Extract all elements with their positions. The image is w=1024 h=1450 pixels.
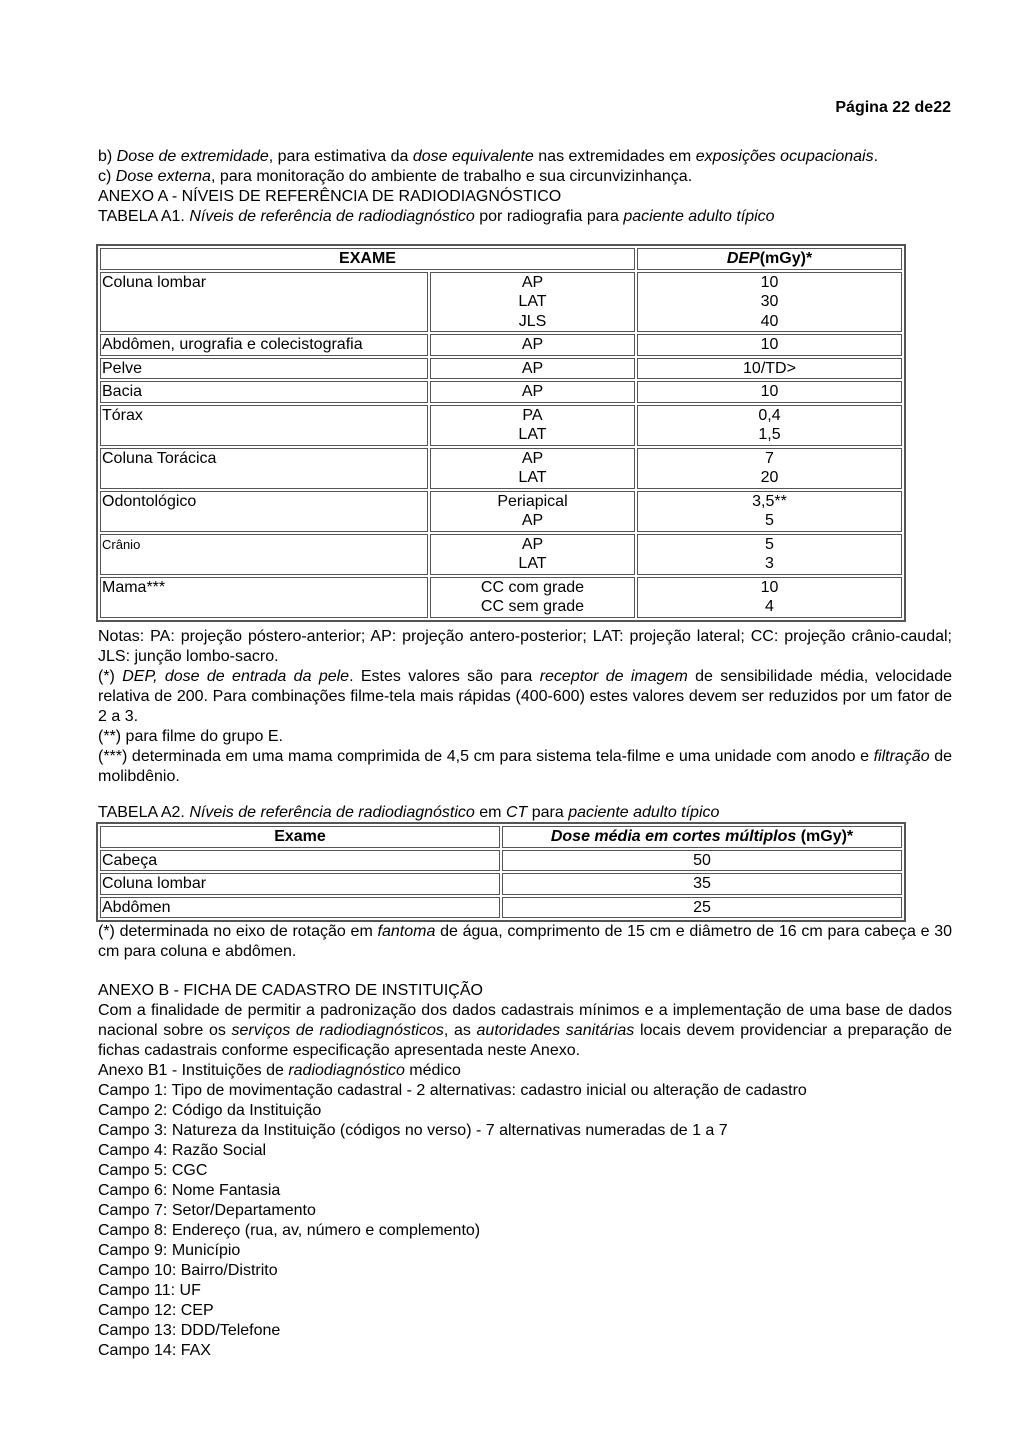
table-a2 <box>96 822 906 922</box>
annex-b-title: ANEXO B - FICHA DE CADASTRO DE INSTITUIÇÃO <box>98 982 483 999</box>
intro-line-c: c) Dose externa, para monitoração do ambiente de trabalho e sua circunvizinhança. <box>98 168 693 185</box>
table-row <box>100 448 902 489</box>
intro-block <box>98 147 952 227</box>
cell-dep: 5 3 <box>637 534 902 575</box>
cell-dep: 0,4 1,5 <box>637 405 902 446</box>
cell-exam: Coluna lombar <box>100 272 428 333</box>
list-item: Campo 5: CGC <box>98 1162 208 1179</box>
header-exame: EXAME <box>100 248 635 270</box>
table-row <box>100 897 902 919</box>
cell-projection: Periapical AP <box>430 491 635 532</box>
cell-dose: 35 <box>502 873 902 895</box>
table-a2-header <box>100 826 902 848</box>
table-a1 <box>96 244 906 622</box>
annex-a-title: ANEXO A - NÍVEIS DE REFERÊNCIA DE RADIODIAGNÓSTICO <box>98 188 562 205</box>
header-dose: Dose média em cortes múltiplos (mGy)* <box>502 826 902 848</box>
cell-dep: 10/TD> <box>637 358 902 380</box>
cell-projection: AP <box>430 334 635 356</box>
table-row <box>100 491 902 532</box>
note-star2: (**) para filme do grupo E. <box>98 728 283 745</box>
table-row <box>100 334 902 356</box>
list-item: Campo 3: Natureza da Instituição (códigos no verso) - 7 alternativas numeradas de 1 a 7 <box>98 1122 728 1139</box>
cell-exam: Crânio <box>100 534 428 575</box>
note-star1: (*) DEP, dose de entrada da pele. Estes valores são para receptor de imagem de sensibilidade média, velocidade relativa de 200. Para combinações filme-tela mais rápidas (400-600) estes valores devem ser reduzidos por um fator de 2 a 3. <box>98 668 953 725</box>
list-item: Campo 13: DDD/Telefone <box>98 1322 281 1339</box>
cell-exam: Tórax <box>100 405 428 446</box>
cell-dep: 7 20 <box>637 448 902 489</box>
cell-exam: Coluna Torácica <box>100 448 428 489</box>
cell-dose: 50 <box>502 850 902 872</box>
table-row <box>100 358 902 380</box>
list-item: Campo 12: CEP <box>98 1302 214 1319</box>
list-item: Campo 1: Tipo de movimentação cadastral - 2 alternativas: cadastro inicial ou alteração de cadastro <box>98 1082 807 1099</box>
cell-dep: 3,5** 5 <box>637 491 902 532</box>
cell-projection: AP LAT JLS <box>430 272 635 333</box>
cell-exam: Abdômen, urografia e colecistografia <box>100 334 428 356</box>
list-item: Campo 9: Município <box>98 1242 241 1259</box>
cell-projection: AP LAT <box>430 534 635 575</box>
cell-dep: 10 <box>637 381 902 403</box>
annex-b-paragraph: Com a finalidade de permitir a padronização dos dados cadastrais mínimos e a implementação de uma base de dados nacional sobre os serviços de radiodiagnósticos, as autoridades sanitárias locais devem providenciar a preparação de fichas cadastrais conforme especificação apresentada neste Anexo. <box>98 1002 952 1059</box>
notes-a1 <box>98 627 952 787</box>
table-a1-header <box>100 248 902 270</box>
table-row <box>100 534 902 575</box>
cell-exam: Pelve <box>100 358 428 380</box>
table-row <box>100 577 902 618</box>
cell-projection: CC com grade CC sem grade <box>430 577 635 618</box>
intro-line-b: b) Dose de extremidade, para estimativa da dose equivalente nas extremidades em exposições ocupacionais. <box>98 148 879 165</box>
header-exame: Exame <box>100 826 500 848</box>
cell-exam: Abdômen <box>100 897 500 919</box>
list-item: Campo 4: Razão Social <box>98 1142 267 1159</box>
list-item: Campo 10: Bairro/Distrito <box>98 1262 278 1279</box>
table-row <box>100 405 902 446</box>
cell-dose: 25 <box>502 897 902 919</box>
cell-dep: 10 <box>637 334 902 356</box>
note-abbreviations: Notas: PA: projeção póstero-anterior; AP: projeção antero-posterior; LAT: projeção lateral; CC: projeção crânio-caudal; JLS: junção lombo-sacro. <box>98 628 952 665</box>
table-row <box>100 272 902 333</box>
cell-projection: AP <box>430 358 635 380</box>
cell-exam: Mama*** <box>100 577 428 618</box>
campos-list <box>98 1081 952 1361</box>
table-a2-caption: TABELA A2. Níveis de referência de radiodiagnóstico em CT para paciente adulto típico <box>98 804 720 821</box>
list-item: Campo 6: Nome Fantasia <box>98 1182 281 1199</box>
note-star3: (***) determinada em uma mama comprimida de 4,5 cm para sistema tela-filme e uma unidade com anodo e filtração de molibdênio. <box>98 748 953 785</box>
cell-projection: AP LAT <box>430 448 635 489</box>
cell-exam: Bacia <box>100 381 428 403</box>
cell-projection: AP <box>430 381 635 403</box>
list-item: Campo 14: FAX <box>98 1342 211 1359</box>
note-a2: (*) determinada no eixo de rotação em fantoma de água, comprimento de 15 cm e diâmetro de 16 cm para cabeça e 30 cm para coluna e abdômen. <box>98 923 953 960</box>
page-number: Página 22 de22 <box>835 99 951 116</box>
annex-b1-title: Anexo B1 - Instituições de radiodiagnóstico médico <box>98 1062 461 1079</box>
list-item: Campo 11: UF <box>98 1282 201 1299</box>
header-dep: DEP(mGy)* <box>637 248 902 270</box>
table-row <box>100 850 902 872</box>
cell-exam: Cabeça <box>100 850 500 872</box>
list-item: Campo 2: Código da Instituição <box>98 1102 322 1119</box>
annex-b <box>98 981 952 1361</box>
table-row <box>100 873 902 895</box>
cell-exam: Odontológico <box>100 491 428 532</box>
cell-dep: 10 4 <box>637 577 902 618</box>
list-item: Campo 7: Setor/Departamento <box>98 1202 316 1219</box>
cell-projection: PA LAT <box>430 405 635 446</box>
table-a1-caption: TABELA A1. Níveis de referência de radiodiagnóstico por radiografia para paciente adulto típico <box>98 208 775 225</box>
cell-dep: 10 30 40 <box>637 272 902 333</box>
cell-exam: Coluna lombar <box>100 873 500 895</box>
table-row <box>100 381 902 403</box>
list-item: Campo 8: Endereço (rua, av, número e complemento) <box>98 1222 481 1239</box>
